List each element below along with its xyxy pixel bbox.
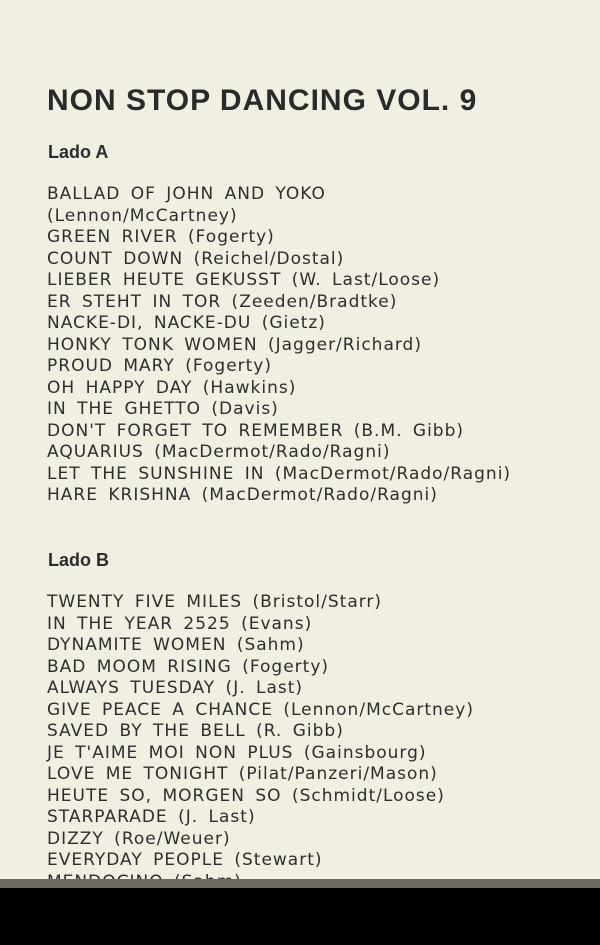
track-line: LOVE ME TONIGHT (Pilat/Panzeri/Mason) (47, 764, 438, 784)
side-b-heading: Lado B (48, 550, 109, 570)
track-line: PROUD MARY (Fogerty) (47, 356, 272, 376)
album-title: NON STOP DANCING VOL. 9 (47, 84, 478, 117)
track-line: NACKE-DI, NACKE-DU (Gietz) (47, 313, 326, 333)
track-line: DON'T FORGET TO REMEMBER (B.M. Gibb) (47, 420, 465, 441)
track-line: IN THE GHETTO (Davis) (47, 399, 279, 419)
side-a-tracklist (47, 184, 511, 507)
side-b-tracklist (47, 592, 474, 888)
track-line: BAD MOOM RISING (Fogerty) (47, 656, 330, 677)
track-line: GIVE PEACE A CHANCE (Lennon/McCartney) (47, 699, 474, 720)
track-line: AQUARIUS (MacDermot/Rado/Ragni) (47, 442, 391, 462)
track-line: GREEN RIVER (Fogerty) (47, 227, 275, 247)
track-line: SAVED BY THE BELL (R. Gibb) (47, 721, 344, 741)
track-line: ALWAYS TUESDAY (J. Last) (47, 678, 304, 698)
track-line: HEUTE SO, MORGEN SO (Schmidt/Loose) (47, 785, 445, 806)
track-line: OH HAPPY DAY (Hawkins) (47, 377, 297, 398)
track-line: HONKY TONK WOMEN (Jagger/Richard) (47, 334, 422, 355)
track-line: LIEBER HEUTE GEKUSST (W. Last/Loose) (47, 270, 441, 290)
track-line: COUNT DOWN (Reichel/Dostal) (47, 248, 345, 269)
track-line: (Lennon/McCartney) (47, 205, 238, 226)
track-line: STARPARADE (J. Last) (47, 807, 256, 827)
side-a-heading: Lado A (48, 142, 109, 162)
track-line: ER STEHT IN TOR (Zeeden/Bradtke) (47, 291, 398, 312)
track-line: TWENTY FIVE MILES (Bristol/Starr) (47, 592, 383, 612)
track-line: DIZZY (Roe/Weuer) (47, 828, 231, 849)
track-line: IN THE YEAR 2525 (Evans) (47, 613, 313, 634)
track-line: BALLAD OF JOHN AND YOKO (47, 184, 326, 204)
track-line: JE T'AIME MOI NON PLUS (Gainsbourg) (47, 742, 427, 763)
track-line: HARE KRISHNA (MacDermot/Rado/Ragni) (47, 485, 438, 505)
bottom-edge-shadow (0, 879, 600, 888)
track-line: LET THE SUNSHINE IN (MacDermot/Rado/Ragni) (47, 463, 512, 484)
track-line: EVERYDAY PEOPLE (Stewart) (47, 850, 323, 870)
track-line: DYNAMITE WOMEN (Sahm) (47, 635, 305, 655)
